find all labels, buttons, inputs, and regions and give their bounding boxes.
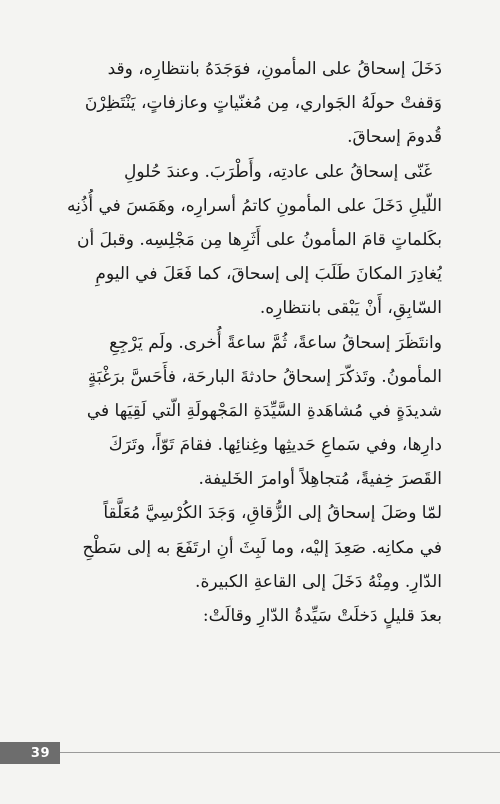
- text-line: بكَلماتٍ قامَ المأمونُ على أَثَرِها مِن مَجْلِسِه. وقبلَ أن: [76, 229, 442, 250]
- text-line: المأمونُ. وتَذكّرَ إسحاقُ حادثةَ البارحَة، فأَحَسَّ برَغْبَةٍ: [87, 366, 442, 387]
- footer-rule: [60, 752, 500, 753]
- text-line: دارِها، وفي سَماعِ حَديثِها وغِنائِها. فقامَ تَوّاً، وتَرَكَ: [108, 435, 442, 456]
- text-line: وَقفتْ حولَهُ الجَواري، مِن مُغنّياتٍ وعازفاتٍ، يَنْتَظِرْنَ: [84, 93, 442, 114]
- text-line: غَنّى إسحاقُ على عادتِه، وأَطْرَبَ. وعندَ حُلولِ: [123, 161, 432, 182]
- page-number: 39: [30, 745, 50, 761]
- text-line: دَخَلَ إسحاقُ على المأمونِ، فوَجَدَهُ بانتظارِه، وقد: [107, 59, 442, 79]
- text-line: القَصرَ خِفيةً، مُتجاهِلاً أوامرَ الخَليفة.: [198, 469, 442, 490]
- text-line: السّابِقِ، أَنْ يَبْقى بانتظارِه.: [259, 298, 442, 319]
- text-line: وانتَظَرَ إسحاقُ ساعةً، ثُمَّ ساعةً أُخرى. ولَم يَرْجِعِ: [109, 332, 442, 353]
- text-line: لمّا وصَلَ إسحاقُ إلى الزُّقاقِ، وَجَدَ الكُرْسِيَّ مُعَلَّقاً: [103, 503, 442, 524]
- text-line: الدّارِ. ومِنْهُ دَخَلَ إلى القاعةِ الكبيرة.: [195, 571, 442, 592]
- body-text: [62, 52, 442, 633]
- text-line: يُغادِرَ المكانَ طَلَبَ إلى إسحاقَ، كما فَعَلَ في اليومِ: [95, 264, 442, 285]
- text-line: في مكانِه. صَعِدَ إليْه، وما لَبِثَ أنِ ارتَفَعَ به إلى سَطْحِ: [82, 537, 442, 558]
- text-line: شديدَةٍ في مُشاهَدةِ السَّيِّدَةِ المَجْهولَةِ الّتي لَقِيَها في: [86, 400, 442, 421]
- text-line: اللّيلِ دَخَلَ على المأمونِ كاتمُ أسرارِه، وهَمَسَ في أُذُنِه: [66, 195, 442, 216]
- page-number-tab: [0, 742, 60, 764]
- text-line: بعدَ قليلٍ دَخلَتْ سَيِّدةُ الدّارِ وقالَتْ:: [202, 606, 442, 626]
- text-line: قُدومَ إسحاقَ.: [347, 127, 442, 148]
